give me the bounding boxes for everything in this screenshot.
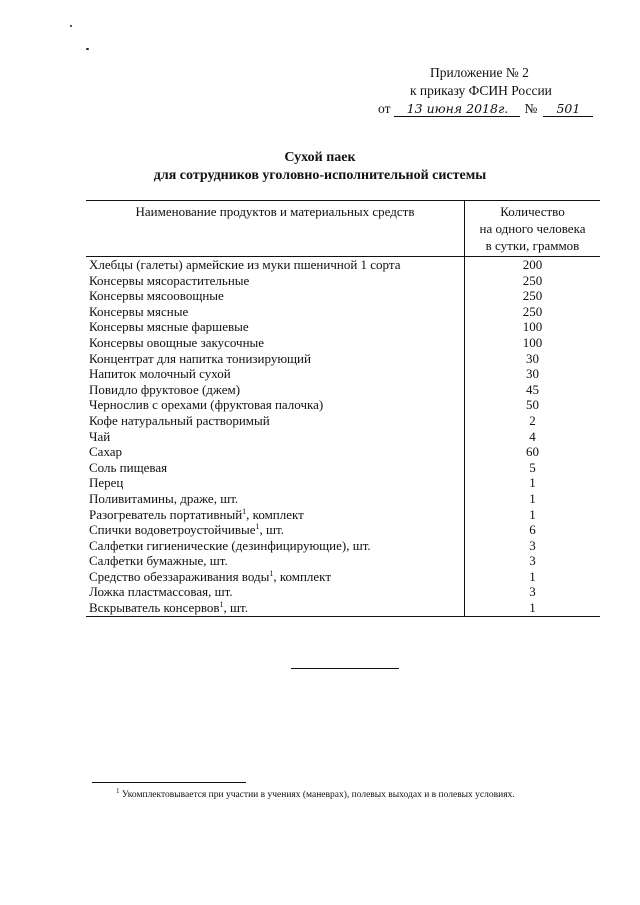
item-name-suffix: , комплект xyxy=(273,568,332,584)
item-qty: 4 xyxy=(465,429,601,445)
table-row xyxy=(86,522,600,538)
table-row xyxy=(86,460,600,476)
table-row xyxy=(86,319,600,335)
table-row xyxy=(86,538,600,554)
date-prefix: от xyxy=(378,101,391,116)
item-qty: 250 xyxy=(465,304,601,320)
appendix-block xyxy=(378,64,608,118)
item-name: Концентрат для напитка тонизирующий xyxy=(89,350,311,366)
item-name-cell xyxy=(86,273,465,289)
item-name: Ложка пластмассовая, шт. xyxy=(89,584,233,600)
table-body xyxy=(86,257,600,617)
table-row xyxy=(86,382,600,398)
table-row xyxy=(86,444,600,460)
footnote-ref: 1 xyxy=(242,506,247,516)
item-name: Спички водоветроустойчивые xyxy=(89,522,256,538)
col-qty-header-line: Количество xyxy=(500,204,565,219)
item-qty: 3 xyxy=(465,584,601,600)
item-name: Разогреватель портативный xyxy=(89,506,243,522)
col-qty-header-line: на одного человека xyxy=(479,221,586,236)
table-row xyxy=(86,397,600,413)
ration-table xyxy=(86,200,600,617)
table-row xyxy=(86,475,600,491)
item-name-cell xyxy=(86,397,465,413)
footnote xyxy=(116,787,515,800)
item-name: Чай xyxy=(89,428,111,444)
item-qty: 100 xyxy=(465,319,601,335)
table-row xyxy=(86,288,600,304)
item-name: Повидло фруктовое (джем) xyxy=(89,381,241,397)
col-qty-header xyxy=(465,201,601,257)
item-name: Напиток молочный сухой xyxy=(89,366,231,382)
item-qty: 6 xyxy=(465,522,601,538)
table-row xyxy=(86,584,600,600)
item-qty: 200 xyxy=(465,257,601,273)
table-row xyxy=(86,366,600,382)
table-row xyxy=(86,491,600,507)
item-name: Средство обеззараживания воды xyxy=(89,568,270,584)
item-name-cell xyxy=(86,522,465,538)
footnote-ref: 1 xyxy=(269,568,274,578)
item-qty: 1 xyxy=(465,600,601,616)
table-row xyxy=(86,600,600,616)
item-name-cell xyxy=(86,507,465,523)
item-name: Салфетки бумажные, шт. xyxy=(89,553,228,569)
footnote-text: Укомплектовывается при участии в учениях (маневрах), полевых выходах и в полевых условиях. xyxy=(121,790,515,800)
table-row xyxy=(86,507,600,523)
col-qty-header-line: в сутки, граммов xyxy=(485,238,580,253)
item-qty: 3 xyxy=(465,538,601,554)
item-name-cell xyxy=(86,553,465,569)
item-name-cell xyxy=(86,569,465,585)
item-name-cell xyxy=(86,538,465,554)
item-name-cell xyxy=(86,366,465,382)
item-qty: 50 xyxy=(465,397,601,413)
date-number-line xyxy=(378,100,608,118)
item-name: Консервы мясоовощные xyxy=(89,288,224,304)
table-row xyxy=(86,257,600,273)
item-qty: 250 xyxy=(465,273,601,289)
item-name-cell xyxy=(86,304,465,320)
item-qty: 2 xyxy=(465,413,601,429)
table-row xyxy=(86,335,600,351)
item-name-cell xyxy=(86,444,465,460)
table-row xyxy=(86,351,600,367)
item-name-suffix: , комплект xyxy=(246,506,304,522)
item-name-cell xyxy=(86,319,465,335)
item-name-cell xyxy=(86,257,465,273)
document-title: Сухой паек xyxy=(284,150,356,165)
table-row xyxy=(86,304,600,320)
appendix-line: Приложение № 2 xyxy=(430,65,529,80)
footnote-rule xyxy=(92,782,246,783)
table-row xyxy=(86,429,600,445)
table-header-row xyxy=(86,201,600,257)
col-name-header: Наименование продуктов и материальных средств xyxy=(86,201,465,257)
item-qty: 60 xyxy=(465,444,601,460)
table-row xyxy=(86,413,600,429)
item-qty: 45 xyxy=(465,382,601,398)
order-line: к приказу ФСИН России xyxy=(410,83,552,98)
item-name: Консервы мясорастительные xyxy=(89,272,250,288)
item-name-cell xyxy=(86,382,465,398)
item-name-cell xyxy=(86,600,465,616)
table-row xyxy=(86,553,600,569)
scan-speck xyxy=(86,48,89,50)
item-name-cell xyxy=(86,491,465,507)
item-name-cell xyxy=(86,475,465,491)
footnote-ref: 1 xyxy=(219,600,224,610)
item-qty: 1 xyxy=(465,569,601,585)
item-name-cell xyxy=(86,429,465,445)
item-name: Поливитамины, драже, шт. xyxy=(89,490,239,506)
item-qty: 30 xyxy=(465,351,601,367)
item-name: Консервы мясные xyxy=(89,303,189,319)
item-name: Консервы овощные закусочные xyxy=(89,334,265,350)
item-name-suffix: , шт. xyxy=(223,600,248,616)
table-row xyxy=(86,273,600,289)
item-name: Салфетки гигиенические (дезинфицирующие), шт. xyxy=(89,537,371,553)
footnote-marker: 1 xyxy=(116,787,120,795)
item-qty: 250 xyxy=(465,288,601,304)
item-qty: 100 xyxy=(465,335,601,351)
handwritten-number: 501 xyxy=(543,102,593,117)
item-name: Перец xyxy=(89,475,124,491)
document-subtitle: для сотрудников уголовно-исполнительной системы xyxy=(153,168,487,183)
item-qty: 30 xyxy=(465,366,601,382)
handwritten-date: 13 июня 2018г. xyxy=(394,102,520,117)
item-name-cell xyxy=(86,584,465,600)
item-name: Хлебцы (галеты) армейские из муки пшеничной 1 сорта xyxy=(89,257,401,272)
scan-speck xyxy=(70,25,72,27)
item-name: Соль пищевая xyxy=(89,459,168,475)
item-qty: 1 xyxy=(465,491,601,507)
separator-line xyxy=(291,668,399,669)
item-qty: 1 xyxy=(465,475,601,491)
item-name-suffix: , шт. xyxy=(259,522,284,538)
item-name: Консервы мясные фаршевые xyxy=(89,319,249,335)
item-name-cell xyxy=(86,335,465,351)
item-qty: 1 xyxy=(465,507,601,523)
footnote-ref: 1 xyxy=(255,522,260,532)
item-name-cell xyxy=(86,460,465,476)
item-name: Чернослив с орехами (фруктовая палочка) xyxy=(89,397,324,413)
item-name: Вскрыватель консервов xyxy=(89,600,220,616)
number-prefix: № xyxy=(524,101,538,116)
item-name: Кофе натуральный растворимый xyxy=(89,412,270,428)
item-qty: 5 xyxy=(465,460,601,476)
item-name: Сахар xyxy=(89,444,123,460)
item-name-cell xyxy=(86,413,465,429)
table-row xyxy=(86,569,600,585)
item-name-cell xyxy=(86,351,465,367)
item-qty: 3 xyxy=(465,553,601,569)
item-name-cell xyxy=(86,288,465,304)
